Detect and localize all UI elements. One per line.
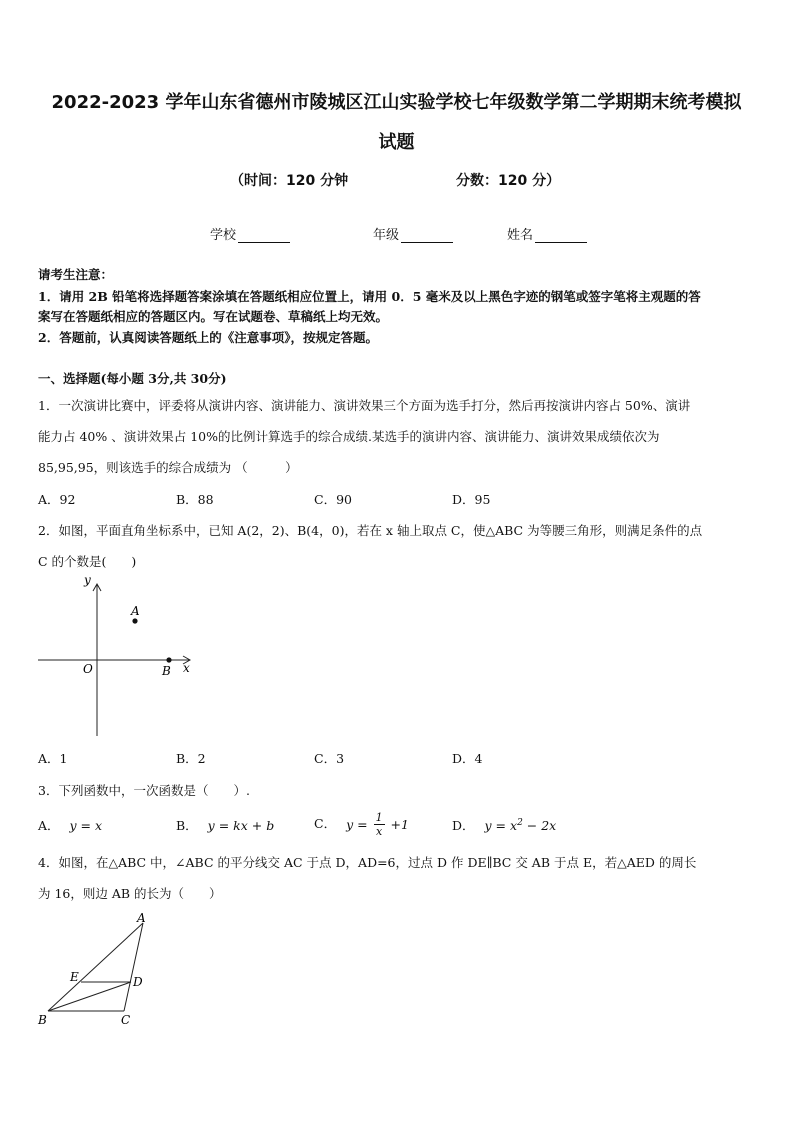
- grade-label: 年级: [373, 228, 400, 243]
- q3-option-c-letter: C．: [314, 816, 337, 831]
- q1-option-a[interactable]: A．92: [38, 492, 76, 507]
- q2-option-d[interactable]: D．4: [452, 751, 483, 766]
- q3-option-c[interactable]: [314, 806, 409, 842]
- section1-heading: 一、选择题(每小题 3分,共 30分): [38, 371, 227, 386]
- name-blank[interactable]: [535, 229, 587, 243]
- q3-option-d-rhs: − 2x: [522, 818, 557, 833]
- notice-item2: 2．答题前，认真阅读答题纸上的《注意事项》，按规定答题。: [38, 330, 378, 345]
- q3-line1: 3．下列函数中，一次函数是（ ）.: [38, 783, 250, 798]
- q3-option-d-letter: D．: [452, 818, 475, 833]
- q4-triangle-figure: [30, 908, 160, 1033]
- side-ab: [48, 923, 143, 1011]
- q2-line2: C 的个数是( ): [38, 554, 137, 569]
- q3-option-d-lhs: y = x: [484, 818, 518, 833]
- x-axis-label: x: [183, 661, 190, 675]
- point-d-label: D: [133, 975, 143, 989]
- vertex-b-label: B: [38, 1013, 47, 1027]
- q3-option-d[interactable]: [452, 816, 556, 834]
- q3-option-b[interactable]: [176, 816, 274, 834]
- q2-option-c[interactable]: C．3: [314, 751, 345, 766]
- q2-option-b[interactable]: B．2: [176, 751, 206, 766]
- q3-option-c-rhs: +1: [390, 816, 409, 832]
- q1-line2: 能力占 40% 、演讲效果占 10%的比例计算选手的综合成绩.某选手的演讲内容、演讲能力、演讲效果成绩依次为: [38, 429, 660, 444]
- q3-option-a-expr: y = x: [69, 818, 103, 833]
- grade-blank[interactable]: [401, 229, 453, 243]
- q3-option-b-expr: y = kx + b: [207, 818, 275, 833]
- point-b-label: B: [162, 664, 171, 678]
- school-blank[interactable]: [238, 229, 290, 243]
- vertex-a-label: A: [137, 911, 146, 925]
- notice-item1-line1: 1．请用 2B 铅笔将选择题答案涂填在答题纸相应位置上，请用 0．5 毫米及以上黑色字迹的钢笔或签字笔将主观题的答: [38, 289, 701, 304]
- name-label: 姓名: [507, 228, 534, 243]
- q1-line3: 85,95,95，则该选手的综合成绩为 （ ）: [38, 460, 298, 475]
- vertex-c-label: C: [121, 1013, 131, 1027]
- q2-coordinate-figure: [30, 570, 200, 740]
- q4-line1: 4．如图，在△ABC 中，∠ABC 的平分线交 AC 于点 D，AD=6，过点 D 作 DE∥BC 交 AB 于点 E，若△AED 的周长: [38, 855, 697, 870]
- name-field[interactable]: [507, 224, 587, 243]
- point-a: [132, 618, 137, 623]
- origin-label: O: [83, 662, 93, 676]
- q3-option-c-lhs: y =: [346, 816, 368, 832]
- q3-option-d-exponent: 2: [517, 817, 523, 828]
- q2-line1: 2．如图，平面直角坐标系中，已知 A(2，2)、B(4，0)，若在 x 轴上取点 C，使△ABC 为等腰三角形，则满足条件的点: [38, 523, 703, 538]
- school-field[interactable]: [210, 224, 290, 243]
- exam-title-line2: 试题: [378, 132, 415, 153]
- time-info: （时间：120 分钟: [230, 173, 349, 189]
- q3-option-c-numerator: 1: [375, 810, 383, 824]
- point-e-label: E: [70, 970, 79, 984]
- y-axis-label: y: [84, 573, 91, 587]
- q1-line1: 1．一次演讲比赛中，评委将从演讲内容、演讲能力、演讲效果三个方面为选手打分，然后再按演讲内容占 50%、演讲: [38, 398, 691, 413]
- point-a-label: A: [131, 604, 140, 618]
- q1-option-d[interactable]: D．95: [452, 492, 491, 507]
- q1-option-b[interactable]: B．88: [176, 492, 214, 507]
- q3-option-c-denominator: x: [375, 824, 383, 838]
- segment-bd: [48, 982, 131, 1011]
- q1-option-c[interactable]: C．90: [314, 492, 352, 507]
- notice-item1-line2: 案写在答题纸相应的答题区内。写在试题卷、草稿纸上均无效。: [38, 309, 389, 324]
- grade-field[interactable]: [373, 224, 453, 243]
- exam-title-line1: 2022-2023 学年山东省德州市陵城区江山实验学校七年级数学第二学期期末统考模拟: [51, 92, 742, 113]
- q3-option-b-letter: B．: [176, 818, 198, 833]
- point-b: [166, 657, 171, 662]
- q3-option-a-letter: A．: [38, 818, 60, 833]
- score-info: 分数：120 分）: [456, 173, 561, 189]
- school-label: 学校: [210, 228, 237, 243]
- q4-line2: 为 16，则边 AB 的长为（ ）: [38, 886, 222, 901]
- q3-option-a[interactable]: [38, 816, 102, 834]
- q2-option-a[interactable]: A．1: [38, 751, 68, 766]
- q3-option-c-fraction: [374, 811, 385, 838]
- side-ac: [124, 923, 143, 1011]
- notice-heading: 请考生注意：: [38, 267, 114, 282]
